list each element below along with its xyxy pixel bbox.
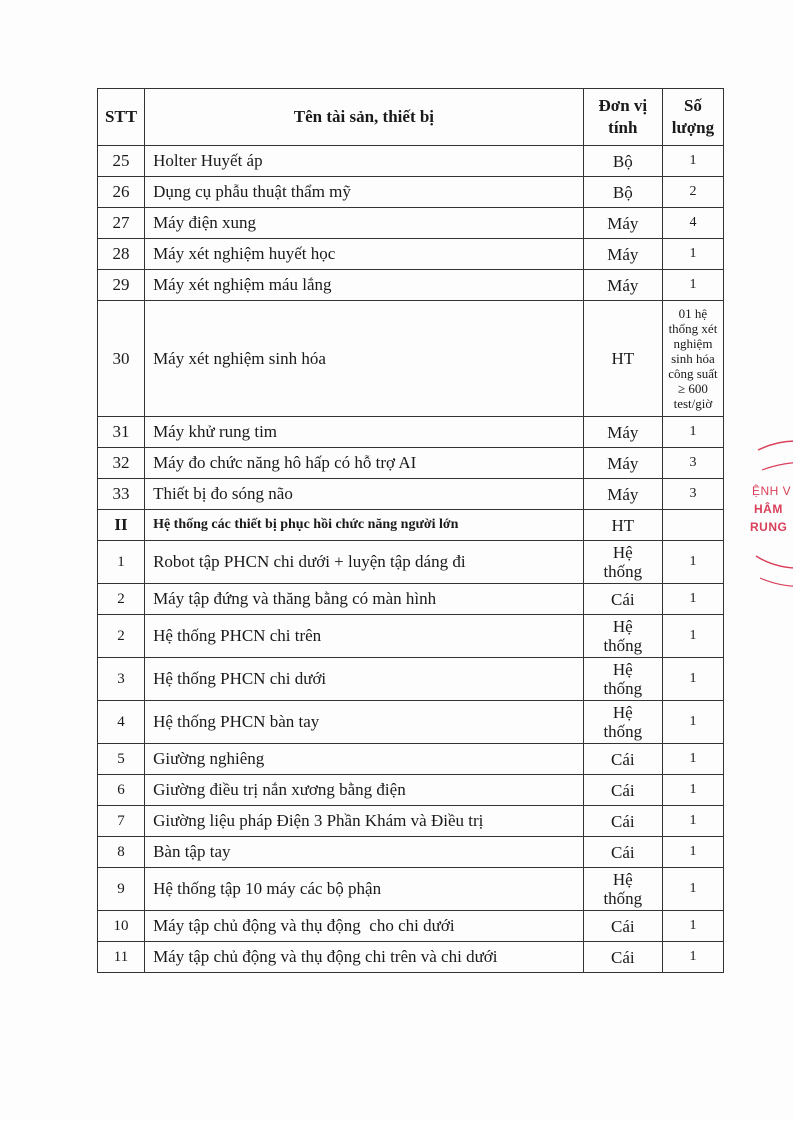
table-row bbox=[98, 942, 724, 973]
table-row bbox=[98, 584, 724, 615]
table-row bbox=[98, 301, 724, 417]
cell-qty: 3 bbox=[662, 479, 723, 510]
header-stt: STT bbox=[98, 89, 145, 146]
stamp-text-line1: ỆNH V bbox=[752, 484, 792, 498]
cell-name: Hệ thống PHCN chi trên bbox=[145, 615, 584, 658]
table-row bbox=[98, 701, 724, 744]
cell-name: Robot tập PHCN chi dưới + luyện tập dáng đi bbox=[145, 541, 584, 584]
stamp-text-line2: HÂM bbox=[754, 502, 783, 516]
cell-unit: Máy bbox=[583, 208, 662, 239]
table-row bbox=[98, 146, 724, 177]
cell-name: Giường liệu pháp Điện 3 Phần Khám và Điều trị bbox=[145, 806, 584, 837]
cell-qty: 1 bbox=[662, 270, 723, 301]
cell-name: Máy xét nghiệm máu lắng bbox=[145, 270, 584, 301]
cell-stt: 11 bbox=[98, 942, 145, 973]
cell-qty: 1 bbox=[662, 417, 723, 448]
table-row bbox=[98, 744, 724, 775]
cell-unit: Cái bbox=[583, 775, 662, 806]
cell-stt: 7 bbox=[98, 806, 145, 837]
cell-stt: 27 bbox=[98, 208, 145, 239]
cell-name: Hệ thống tập 10 máy các bộ phận bbox=[145, 868, 584, 911]
cell-unit: HT bbox=[583, 301, 662, 417]
cell-qty: 1 bbox=[662, 615, 723, 658]
cell-unit: Cái bbox=[583, 911, 662, 942]
cell-name: Máy tập chủ động và thụ động chi trên và chi dưới bbox=[145, 942, 584, 973]
table-row bbox=[98, 417, 724, 448]
cell-stt: 28 bbox=[98, 239, 145, 270]
cell-unit bbox=[583, 701, 662, 744]
cell-unit-label: Hệ thống bbox=[603, 543, 643, 581]
cell-name: Máy tập đứng và thăng bằng có màn hình bbox=[145, 584, 584, 615]
cell-qty: 1 bbox=[662, 541, 723, 584]
header-name: Tên tài sản, thiết bị bbox=[145, 89, 584, 146]
cell-unit: Máy bbox=[583, 239, 662, 270]
cell-stt: 1 bbox=[98, 541, 145, 584]
cell-stt: 33 bbox=[98, 479, 145, 510]
cell-unit: Máy bbox=[583, 479, 662, 510]
table-row bbox=[98, 911, 724, 942]
cell-stt: 2 bbox=[98, 615, 145, 658]
table-row bbox=[98, 837, 724, 868]
cell-name: Máy tập chủ động và thụ động cho chi dưới bbox=[145, 911, 584, 942]
cell-name: Máy đo chức năng hô hấp có hỗ trợ AI bbox=[145, 448, 584, 479]
cell-name: Hệ thống các thiết bị phục hồi chức năng người lớn bbox=[145, 510, 584, 541]
cell-name: Thiết bị đo sóng não bbox=[145, 479, 584, 510]
stamp-arcs bbox=[748, 438, 793, 588]
cell-qty: 1 bbox=[662, 584, 723, 615]
cell-stt: 10 bbox=[98, 911, 145, 942]
cell-qty: 1 bbox=[662, 911, 723, 942]
table-row bbox=[98, 775, 724, 806]
cell-unit: Máy bbox=[583, 448, 662, 479]
header-qty-label: Số lượng bbox=[671, 96, 715, 137]
cell-qty: 01 hệ thống xét nghiệm sinh hóa công suất ≥ 600 test/giờ bbox=[662, 301, 723, 417]
cell-qty bbox=[662, 510, 723, 541]
cell-qty: 3 bbox=[662, 448, 723, 479]
table-row bbox=[98, 239, 724, 270]
cell-name: Hệ thống PHCN chi dưới bbox=[145, 658, 584, 701]
official-stamp-fragment bbox=[748, 438, 793, 588]
table-header-row bbox=[98, 89, 724, 146]
table-row bbox=[98, 658, 724, 701]
cell-stt: 5 bbox=[98, 744, 145, 775]
cell-qty: 4 bbox=[662, 208, 723, 239]
cell-qty: 1 bbox=[662, 868, 723, 911]
cell-unit: Bộ bbox=[583, 146, 662, 177]
cell-qty: 1 bbox=[662, 146, 723, 177]
cell-stt: 2 bbox=[98, 584, 145, 615]
cell-stt: 30 bbox=[98, 301, 145, 417]
cell-stt: 4 bbox=[98, 701, 145, 744]
cell-name: Dụng cụ phẫu thuật thẩm mỹ bbox=[145, 177, 584, 208]
header-unit bbox=[583, 89, 662, 146]
table-row bbox=[98, 208, 724, 239]
cell-qty: 2 bbox=[662, 177, 723, 208]
cell-stt: 29 bbox=[98, 270, 145, 301]
cell-stt: II bbox=[98, 510, 145, 541]
cell-qty: 1 bbox=[662, 744, 723, 775]
table-row bbox=[98, 479, 724, 510]
cell-name: Bàn tập tay bbox=[145, 837, 584, 868]
cell-name: Giường điều trị nắn xương bằng điện bbox=[145, 775, 584, 806]
cell-stt: 31 bbox=[98, 417, 145, 448]
table-row bbox=[98, 868, 724, 911]
cell-unit: Cái bbox=[583, 837, 662, 868]
cell-name: Máy điện xung bbox=[145, 208, 584, 239]
cell-unit: Bộ bbox=[583, 177, 662, 208]
cell-unit bbox=[583, 541, 662, 584]
cell-stt: 9 bbox=[98, 868, 145, 911]
cell-name: Giường nghiêng bbox=[145, 744, 584, 775]
cell-unit: Cái bbox=[583, 584, 662, 615]
cell-stt: 8 bbox=[98, 837, 145, 868]
table-row bbox=[98, 615, 724, 658]
table-row bbox=[98, 270, 724, 301]
cell-stt: 26 bbox=[98, 177, 145, 208]
cell-qty: 1 bbox=[662, 775, 723, 806]
cell-unit bbox=[583, 615, 662, 658]
header-unit-label: Đơn vị tính bbox=[598, 96, 648, 137]
cell-qty: 1 bbox=[662, 806, 723, 837]
cell-unit bbox=[583, 868, 662, 911]
cell-unit-label: Hệ thống bbox=[603, 870, 643, 908]
cell-unit: Máy bbox=[583, 417, 662, 448]
cell-unit-label: Hệ thống bbox=[603, 703, 643, 741]
cell-qty: 1 bbox=[662, 837, 723, 868]
cell-unit: Máy bbox=[583, 270, 662, 301]
cell-qty: 1 bbox=[662, 942, 723, 973]
table-row bbox=[98, 177, 724, 208]
cell-stt: 32 bbox=[98, 448, 145, 479]
cell-name: Hệ thống PHCN bàn tay bbox=[145, 701, 584, 744]
cell-unit: Cái bbox=[583, 744, 662, 775]
cell-unit bbox=[583, 658, 662, 701]
cell-qty: 1 bbox=[662, 658, 723, 701]
section-row bbox=[98, 510, 724, 541]
table-row bbox=[98, 806, 724, 837]
cell-unit: Cái bbox=[583, 942, 662, 973]
cell-name: Máy xét nghiệm huyết học bbox=[145, 239, 584, 270]
cell-unit-label: Hệ thống bbox=[603, 660, 643, 698]
cell-unit: Cái bbox=[583, 806, 662, 837]
header-qty bbox=[662, 89, 723, 146]
cell-stt: 25 bbox=[98, 146, 145, 177]
cell-stt: 6 bbox=[98, 775, 145, 806]
cell-qty: 1 bbox=[662, 701, 723, 744]
cell-name: Máy khử rung tim bbox=[145, 417, 584, 448]
table-row bbox=[98, 448, 724, 479]
stamp-text-line3: RUNG bbox=[750, 520, 788, 534]
cell-name: Máy xét nghiệm sinh hóa bbox=[145, 301, 584, 417]
cell-unit-label: Hệ thống bbox=[603, 617, 643, 655]
asset-table bbox=[97, 88, 724, 973]
table-row bbox=[98, 541, 724, 584]
cell-unit: HT bbox=[583, 510, 662, 541]
cell-qty: 1 bbox=[662, 239, 723, 270]
cell-name: Holter Huyết áp bbox=[145, 146, 584, 177]
cell-stt: 3 bbox=[98, 658, 145, 701]
